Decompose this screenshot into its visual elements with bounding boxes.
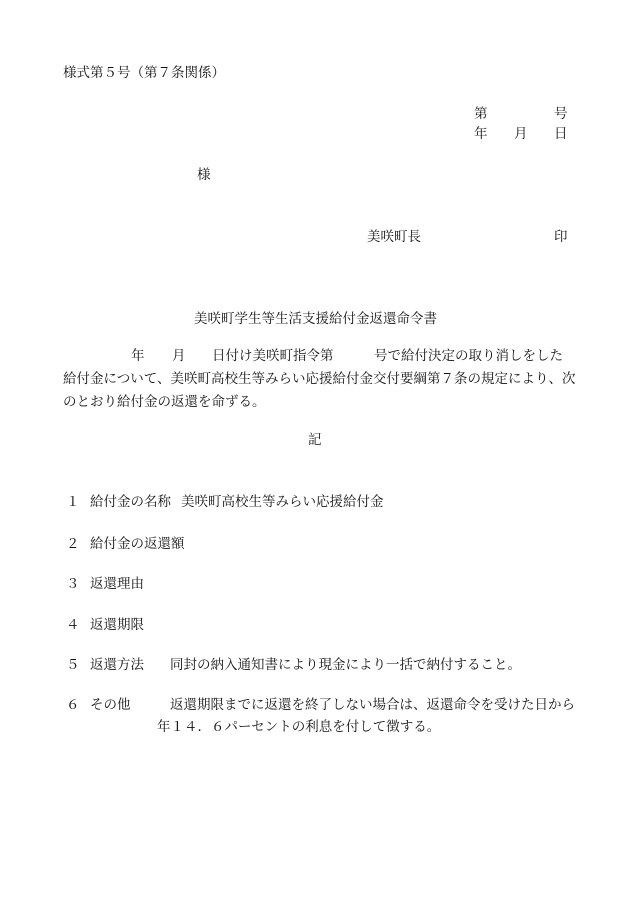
document-title: 美咲町学生等生活支援給付金返還命令書 bbox=[194, 311, 437, 327]
body-line2: 給付金について、美咲町高校生等みらい応援給付金交付要綱第７条の規定により、次 bbox=[63, 371, 576, 387]
item-label: その他 bbox=[90, 697, 131, 713]
doc-number-suffix: 号 bbox=[554, 106, 568, 122]
date-day: 日 bbox=[554, 126, 568, 142]
doc-number-prefix: 第 bbox=[474, 106, 488, 122]
issuer-seal: 印 bbox=[554, 229, 568, 245]
item-number: ２ bbox=[66, 536, 80, 552]
item-value: 美咲町高校生等みらい応援給付金 bbox=[181, 494, 384, 510]
item-value: 同封の納入通知書により現金により一括で納付すること。 bbox=[170, 657, 521, 673]
item-value-continuation: 年１４．６パーセントの利息を付して徴する。 bbox=[157, 719, 441, 735]
body-month: 月 bbox=[172, 348, 186, 364]
item-label: 返還期限 bbox=[90, 617, 144, 633]
date-year: 年 bbox=[474, 126, 488, 142]
item-number: ４ bbox=[66, 617, 80, 633]
date-month: 月 bbox=[514, 126, 528, 142]
item-label: 返還理由 bbox=[90, 576, 144, 592]
form-label: 様式第５号（第７条関係） bbox=[63, 65, 225, 81]
issuer-name: 美咲町長 bbox=[367, 229, 421, 245]
item-label: 返還方法 bbox=[90, 657, 144, 673]
item-number: ５ bbox=[66, 657, 80, 673]
item-label: 給付金の名称 bbox=[90, 494, 171, 510]
item-label: 給付金の返還額 bbox=[90, 536, 185, 552]
body-line3: のとおり給付金の返還を命ずる。 bbox=[63, 394, 266, 410]
body-year: 年 bbox=[131, 348, 145, 364]
addressee-honorific: 様 bbox=[197, 167, 211, 183]
body-line1: 日付け美咲町指令第 号で給付決定の取り消しをした bbox=[212, 348, 563, 364]
item-number: ３ bbox=[66, 576, 80, 592]
item-value: 返還期限までに返還を終了しない場合は、返還命令を受けた日から bbox=[170, 697, 575, 713]
item-number: ６ bbox=[66, 697, 80, 713]
ki-heading: 記 bbox=[308, 432, 322, 448]
item-number: １ bbox=[66, 494, 80, 510]
